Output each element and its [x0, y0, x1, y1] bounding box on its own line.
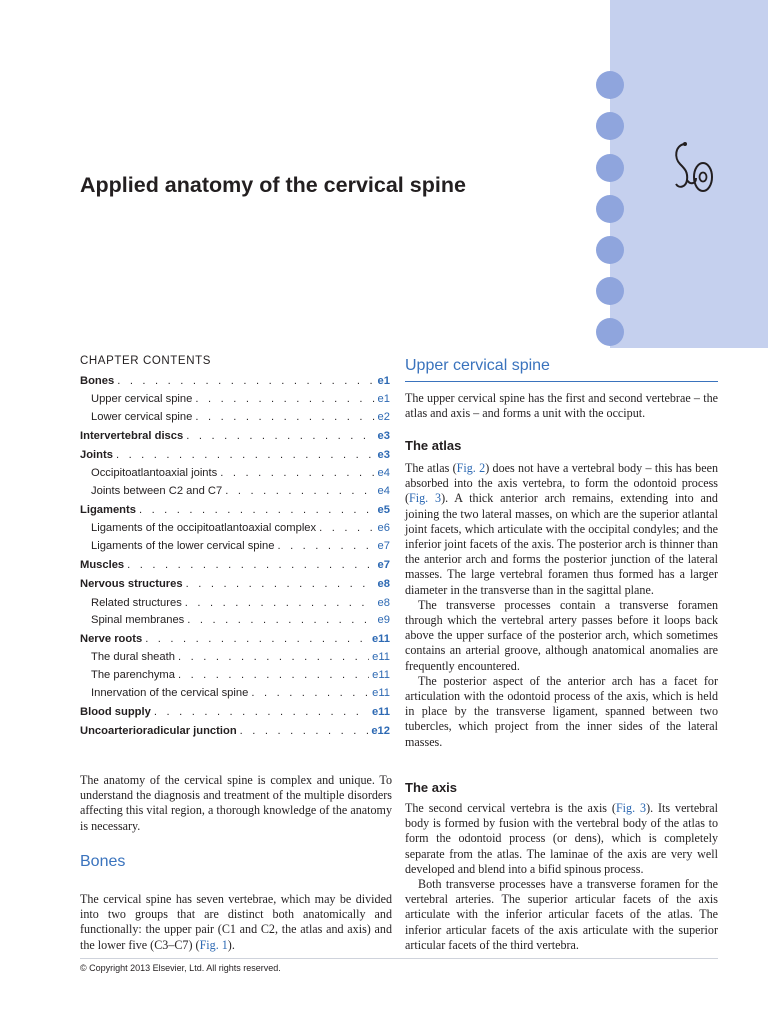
toc-entry[interactable]: Innervation of the cervical spine . . . e11 — [80, 685, 390, 703]
tab-dot — [596, 236, 624, 264]
tab-dot — [596, 195, 624, 223]
intro-paragraph: The anatomy of the cervical spine is complex and unique. To understand the diagnosis and treatment of the multiple disorders affecting this vital region, a thorough knowledge of the anatomy is necessary. — [80, 773, 392, 833]
figure-link[interactable]: Fig. 3 — [615, 801, 647, 815]
subheading-atlas: The atlas — [405, 438, 462, 453]
toc-entry[interactable]: Muscles . . . e7 — [80, 556, 390, 575]
stethoscope-icon — [672, 138, 722, 198]
toc-entry[interactable]: The parenchyma . . . e11 — [80, 667, 390, 685]
toc-entry[interactable]: Intervertebral discs . . . e3 — [80, 427, 390, 446]
section-heading-upper-cervical-spine: Upper cervical spine — [405, 357, 550, 374]
tab-dot — [596, 71, 624, 99]
tab-dot — [596, 112, 624, 140]
axis-text: The second cervical vertebra is the axis (Fig. 3). Its vertebral body is formed by fusion with the vertebral body of the atlas to form the odontoid process (or dens), which is completely separate from the atlas. The laminae of the axis are very well developed and blend into a bifid spinous process. Both transverse processes have a transverse foramen for the vertebral arteries. The superior articular facets of the axis articulate with the inferior articular facets of the atlas. The inferior articular facets of the axis articulate with the superior articular facets of the third vertebra. — [405, 801, 718, 952]
toc-heading: CHAPTER CONTENTS — [80, 355, 211, 367]
upper-intro-paragraph: The upper cervical spine has the first and second vertebrae – the atlas and axis – and forms a unit with the occiput. — [405, 391, 718, 421]
figure-link[interactable]: Fig. 3 — [409, 491, 442, 506]
toc-entry[interactable]: Upper cervical spine . . . e1 — [80, 391, 390, 409]
copyright-footer: © Copyright 2013 Elsevier, Ltd. All rights reserved. — [80, 963, 281, 973]
toc-entry[interactable]: The dural sheath . . . e11 — [80, 649, 390, 667]
toc-entry[interactable]: Joints . . . e3 — [80, 446, 390, 465]
toc-entry[interactable]: Related structures . . . e8 — [80, 595, 390, 613]
chapter-title: Applied anatomy of the cervical spine — [80, 173, 466, 197]
bones-paragraph: The cervical spine has seven vertebrae, which may be divided into two groups that are distinct both anatomically and functionally: the upper pair (C1 and C2, the atlas and axis) and the lower five (C3–C7) (Fig. 1). — [80, 892, 392, 952]
toc-entry[interactable]: Joints between C2 and C7 . . . e4 — [80, 483, 390, 501]
toc-entry[interactable]: Nerve roots . . . e11 — [80, 630, 390, 649]
toc-entry[interactable]: Ligaments of the occipitoatlantoaxial complex . . . e6 — [80, 520, 390, 538]
figure-link[interactable]: Fig. 1 — [199, 937, 228, 952]
figure-link[interactable]: Fig. 2 — [456, 461, 486, 475]
toc-entry[interactable]: Ligaments of the lower cervical spine . . . e7 — [80, 538, 390, 556]
footer-rule — [80, 958, 718, 959]
toc-entry[interactable]: Nervous structures . . . e8 — [80, 575, 390, 594]
toc-entry[interactable]: Spinal membranes . . . e9 — [80, 612, 390, 630]
toc-entry[interactable]: Bones . . . e1 — [80, 372, 390, 391]
toc-entry[interactable]: Blood supply . . . e11 — [80, 703, 390, 722]
toc-entry[interactable]: Uncoarterioradicular junction . . . e12 — [80, 722, 390, 741]
tab-dot — [596, 318, 624, 346]
section-rule — [405, 381, 718, 382]
atlas-text: The atlas (Fig. 2) does not have a vertebral body – this has been absorbed into the axis vertebra, to form the odontoid process (Fig. 3). A thick anterior arch remains, extending into and joining the two lateral masses, on which are the superior atlantal joint facets, which articulate with the occipital condyles; and the inferior joint facets of the axis. The posterior arch is thinner than the anterior arch and forms the posterior junction of the lateral masses. The large vertebral foramen thus formed has a larger diameter in the transverse than in the sagittal plane. The transverse processes contain a transverse foramen through which the vertebral artery passes before it loops back above the upper surface of the posterior arch, which sometimes contains an arterial groove, although anatomical anomalies are frequently encountered. The posterior aspect of the anterior arch has a facet for articulation with the odontoid process of the axis, which is held in place by the transverse ligament, spanned between two tubercles, which project from the inner sides of the lateral masses. — [405, 461, 718, 749]
toc-entry[interactable]: Lower cervical spine . . . e2 — [80, 409, 390, 427]
tab-dot — [596, 277, 624, 305]
section-heading-bones: Bones — [80, 853, 126, 870]
toc-entry[interactable]: Occipitoatlantoaxial joints . . . e4 — [80, 465, 390, 483]
tab-dot — [596, 154, 624, 182]
toc-entry[interactable]: Ligaments . . . e5 — [80, 501, 390, 520]
subheading-axis: The axis — [405, 780, 458, 795]
chapter-contents — [80, 355, 390, 741]
